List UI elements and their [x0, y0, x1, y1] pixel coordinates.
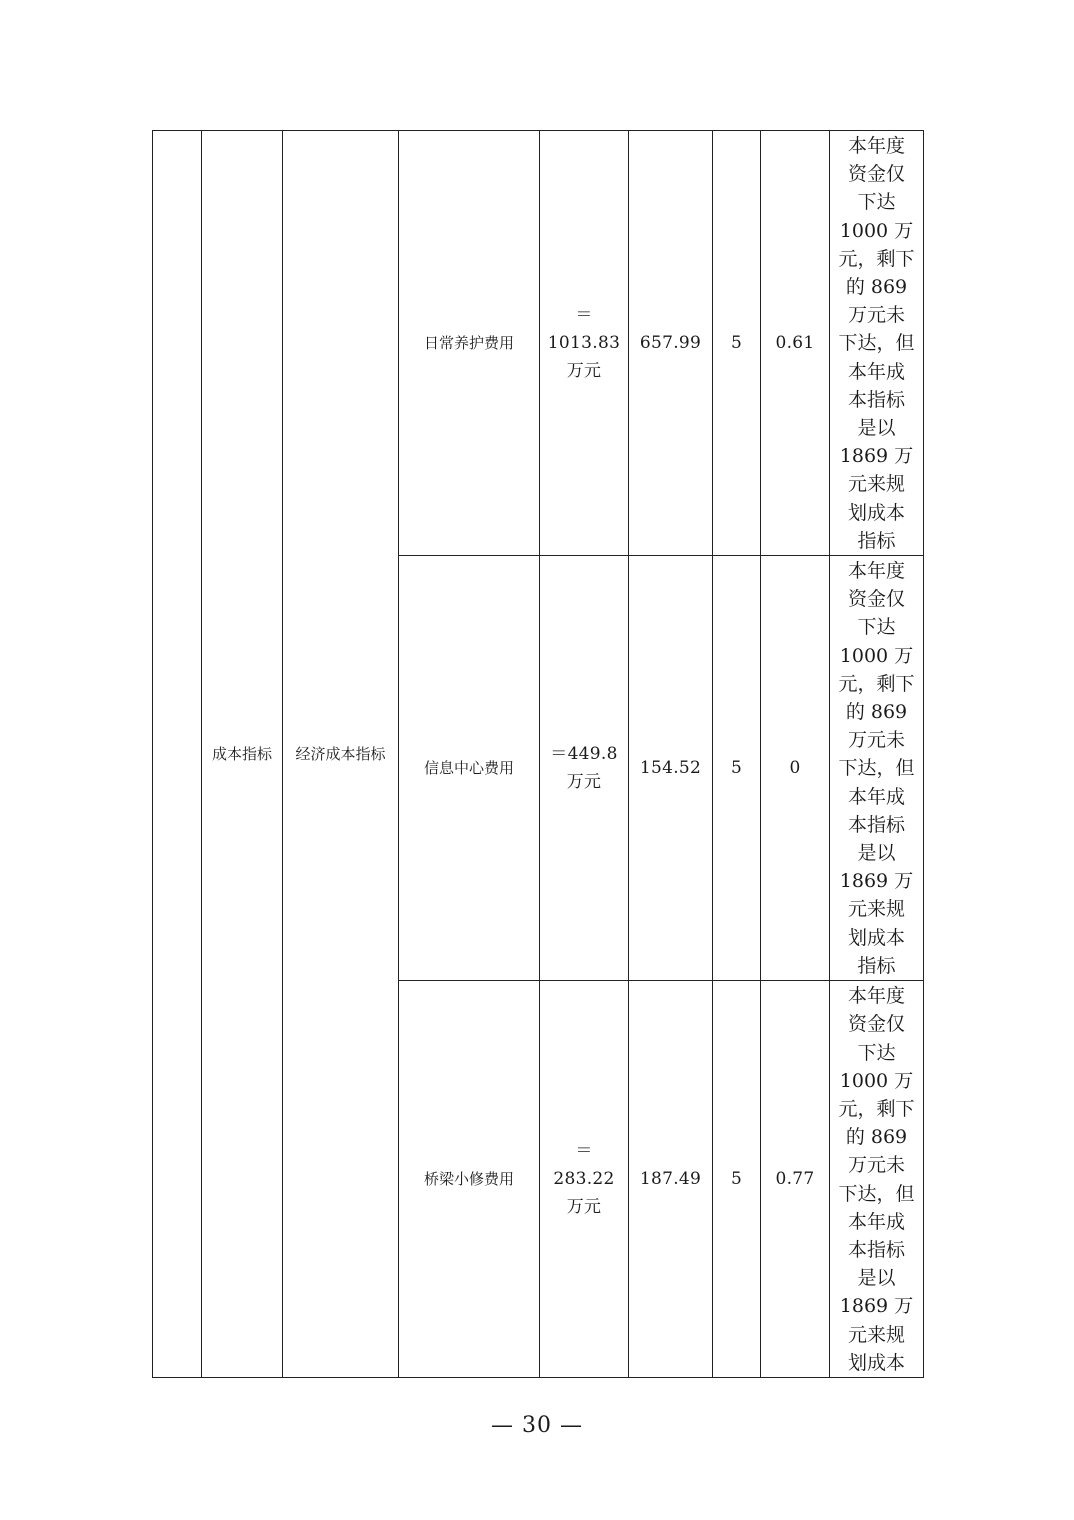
- score-cell: 0.61: [761, 131, 830, 556]
- blank-first-column-cell: [153, 131, 202, 1378]
- weight-cell: 5: [713, 556, 761, 981]
- item-name-cell: 信息中心费用: [399, 556, 540, 981]
- weight-cell: 5: [713, 981, 761, 1378]
- remark-cell: 本年度 资金仅 下达 1000 万 元，剩下 的 869 万元未 下达，但 本年成 本指标 是以 1869 万 元来规 划成本: [830, 981, 924, 1378]
- item-name-cell: 桥梁小修费用: [399, 981, 540, 1378]
- actual-value-cell: 187.49: [629, 981, 713, 1378]
- item-name-cell: 日常养护费用: [399, 131, 540, 556]
- table-row: [153, 131, 924, 556]
- target-value-cell: ＝ 283.22 万元: [540, 981, 629, 1378]
- target-value-cell: ＝ 1013.83 万元: [540, 131, 629, 556]
- indicator-level2-cell: 经济成本指标: [283, 131, 399, 1378]
- remark-cell: 本年度 资金仅 下达 1000 万 元，剩下 的 869 万元未 下达，但 本年成 本指标 是以 1869 万 元来规 划成本 指标: [830, 556, 924, 981]
- actual-value-cell: 657.99: [629, 131, 713, 556]
- score-cell: 0: [761, 556, 830, 981]
- weight-cell: 5: [713, 131, 761, 556]
- target-value-cell: ＝449.8 万元: [540, 556, 629, 981]
- actual-value-cell: 154.52: [629, 556, 713, 981]
- page-number: — 30 —: [491, 1413, 583, 1438]
- remark-cell: 本年度 资金仅 下达 1000 万 元，剩下 的 869 万元未 下达，但 本年成 本指标 是以 1869 万 元来规 划成本 指标: [830, 131, 924, 556]
- score-cell: 0.77: [761, 981, 830, 1378]
- performance-indicator-table: [152, 130, 924, 1378]
- indicator-level1-cell: 成本指标: [202, 131, 283, 1378]
